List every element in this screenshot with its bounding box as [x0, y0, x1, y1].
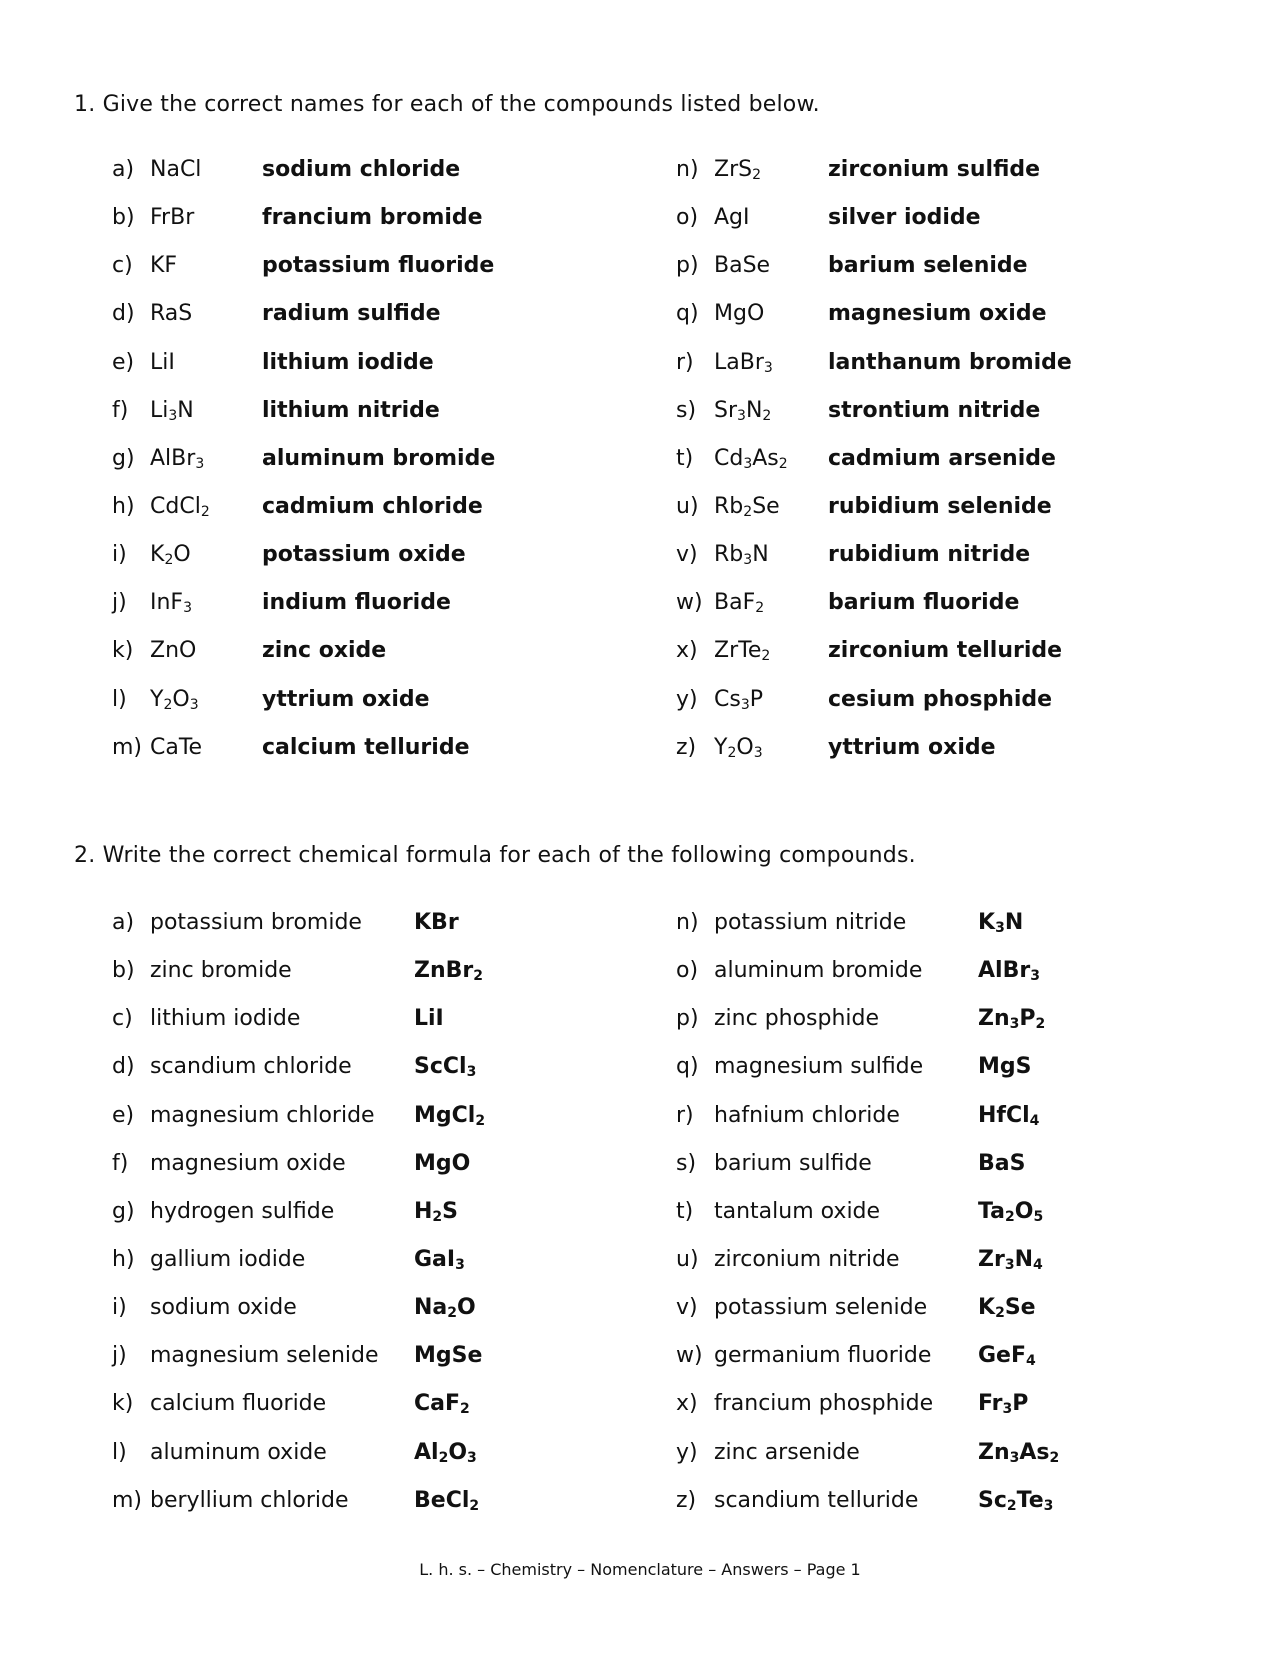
compound-formula: LaBr$_3$ [714, 349, 773, 376]
question-item [112, 1151, 712, 1199]
answer-text: indium fluoride [262, 590, 451, 616]
question-1-left-column [112, 157, 712, 783]
answer-text: barium selenide [828, 253, 1028, 279]
answer-text: HfCl$_4$ [978, 1102, 1040, 1129]
compound-name: potassium bromide [150, 910, 362, 935]
question-item [676, 590, 1276, 638]
answer-text: lithium nitride [262, 397, 440, 423]
question-item [676, 157, 1276, 205]
compound-formula: $Rb_2Se$ [714, 493, 780, 520]
item-label: g) [112, 1198, 135, 1224]
question-2-right-column [676, 910, 1276, 1536]
answer-text: MgSe [414, 1343, 483, 1369]
question-item [676, 542, 1276, 590]
compound-formula: $Cd_3As_2$ [714, 445, 788, 472]
item-label: u) [676, 1246, 699, 1272]
answer-text: ZnBr$_2$ [414, 958, 483, 985]
item-label: m) [112, 734, 143, 760]
item-label: x) [676, 1391, 698, 1417]
compound-name: scandium chloride [150, 1054, 352, 1080]
compound-name: magnesium sulfide [714, 1054, 924, 1080]
compound-formula: KF [150, 253, 178, 279]
item-label: v) [676, 1295, 698, 1321]
item-label: e) [112, 349, 135, 375]
item-label: x) [676, 638, 698, 664]
compound-name: tantalum oxide [714, 1198, 881, 1224]
compound-formula: MgO [714, 301, 765, 327]
item-label: w) [676, 1343, 703, 1369]
question-item [676, 1343, 1276, 1391]
question-item [676, 638, 1276, 686]
question-item [112, 446, 712, 494]
answer-text: $H_2S$ [414, 1198, 459, 1225]
question-item [676, 1151, 1276, 1199]
answer-text: cadmium chloride [262, 493, 483, 519]
question-item [112, 253, 712, 301]
item-label: a) [112, 157, 135, 182]
compound-formula: $Rb_3N$ [714, 542, 769, 569]
item-label: s) [676, 397, 697, 423]
compound-formula: ZrTe$_2$ [714, 638, 771, 665]
question-item [112, 1247, 712, 1295]
question-item [112, 638, 712, 686]
compound-formula: BaSe [714, 253, 771, 279]
answer-text: lithium iodide [262, 349, 434, 375]
compound-formula: RaS [150, 301, 193, 327]
item-label: q) [676, 301, 699, 327]
answer-text: $Al_2O_3$ [414, 1439, 477, 1466]
answer-text: $Zn_3As_2$ [978, 1439, 1060, 1466]
question-item [676, 958, 1276, 1006]
answer-text: GaI$_3$ [414, 1246, 465, 1273]
item-label: d) [112, 301, 135, 327]
answer-text: francium bromide [262, 205, 483, 231]
item-label: s) [676, 1150, 697, 1176]
question-item [112, 590, 712, 638]
answer-text: CaF$_2$ [414, 1391, 470, 1418]
compound-name: beryllium chloride [150, 1487, 349, 1513]
answer-text: $Na_2O$ [414, 1295, 476, 1322]
item-label: h) [112, 1246, 135, 1272]
item-label: y) [676, 1439, 698, 1465]
compound-name: sodium oxide [150, 1295, 297, 1321]
item-label: c) [112, 1006, 133, 1032]
item-label: z) [676, 734, 697, 760]
compound-formula: CdCl$_2$ [150, 493, 210, 520]
question-item [676, 301, 1276, 349]
compound-formula: $Y_2O_3$ [714, 734, 763, 761]
compound-name: magnesium chloride [150, 1102, 375, 1128]
item-label: t) [676, 1198, 694, 1224]
item-label: t) [676, 445, 694, 471]
question-item [112, 1103, 712, 1151]
item-label: v) [676, 542, 698, 568]
answer-text: strontium nitride [828, 397, 1041, 423]
question-item [676, 1488, 1276, 1536]
question-item [676, 687, 1276, 735]
item-label: e) [112, 1102, 135, 1128]
compound-formula: CaTe [150, 734, 203, 760]
item-label: j) [112, 1343, 127, 1369]
answer-text: lanthanum bromide [828, 349, 1072, 375]
answer-text: $Zn_3P_2$ [978, 1006, 1046, 1033]
question-item [676, 1103, 1276, 1151]
item-label: z) [676, 1487, 697, 1513]
answer-text: MgO [414, 1150, 471, 1176]
answer-text: cesium phosphide [828, 686, 1053, 712]
question-item [112, 205, 712, 253]
answer-text: sodium chloride [262, 157, 461, 182]
question-1-right-column [676, 157, 1276, 783]
compound-name: zinc phosphide [714, 1006, 880, 1032]
answer-text: BeCl$_2$ [414, 1487, 480, 1514]
item-label: r) [676, 1102, 694, 1128]
compound-name: hafnium chloride [714, 1102, 900, 1128]
answer-text: BaS [978, 1150, 1026, 1176]
answer-text: AlBr$_3$ [978, 958, 1040, 985]
answer-text: zirconium telluride [828, 638, 1063, 664]
compound-name: francium phosphide [714, 1391, 934, 1417]
question-item [676, 398, 1276, 446]
compound-name: aluminum oxide [150, 1439, 327, 1465]
question-item [676, 1295, 1276, 1343]
compound-name: gallium iodide [150, 1246, 306, 1272]
question-item [676, 1440, 1276, 1488]
item-label: h) [112, 493, 135, 519]
answer-text: rubidium selenide [828, 493, 1052, 519]
question-item [112, 542, 712, 590]
answer-text: cadmium arsenide [828, 445, 1056, 471]
answer-text: LiI [414, 1006, 444, 1032]
answer-text: $Sc_2Te_3$ [978, 1487, 1054, 1514]
item-label: l) [112, 686, 127, 712]
answer-text: GeF$_4$ [978, 1343, 1036, 1370]
question-item [112, 1488, 712, 1536]
question-item [112, 1343, 712, 1391]
question-item [112, 1054, 712, 1102]
compound-name: germanium fluoride [714, 1343, 932, 1369]
compound-name: potassium nitride [714, 910, 907, 935]
item-label: i) [112, 542, 127, 568]
compound-name: hydrogen sulfide [150, 1198, 335, 1224]
item-label: a) [112, 910, 135, 935]
question-item [676, 1391, 1276, 1439]
item-label: u) [676, 493, 699, 519]
compound-formula: InF$_3$ [150, 590, 193, 617]
item-label: y) [676, 686, 698, 712]
compound-formula: $Y_2O_3$ [150, 686, 199, 713]
compound-name: magnesium oxide [150, 1150, 346, 1176]
question-item [112, 301, 712, 349]
compound-name: aluminum bromide [714, 958, 923, 984]
item-label: c) [112, 253, 133, 279]
question-item [676, 1006, 1276, 1054]
answer-text: rubidium nitride [828, 542, 1031, 568]
answer-text: potassium fluoride [262, 253, 495, 279]
item-label: n) [676, 157, 699, 182]
question-item [112, 494, 712, 542]
question-item [676, 1199, 1276, 1247]
item-label: q) [676, 1054, 699, 1080]
item-label: m) [112, 1487, 143, 1513]
answer-text: aluminum bromide [262, 445, 496, 471]
item-label: w) [676, 590, 703, 616]
answer-text: yttrium oxide [262, 686, 430, 712]
compound-name: magnesium selenide [150, 1343, 379, 1369]
compound-formula: $Cs_3P$ [714, 686, 764, 713]
answer-text: zinc oxide [262, 638, 387, 664]
item-label: b) [112, 205, 135, 231]
compound-formula: $K_2O$ [150, 542, 191, 569]
item-label: o) [676, 958, 699, 984]
question-item [676, 253, 1276, 301]
item-label: p) [676, 1006, 699, 1032]
answer-text: $K_2Se$ [978, 1295, 1036, 1322]
question-2-left-column [112, 910, 712, 1536]
item-label: k) [112, 1391, 134, 1417]
compound-name: potassium selenide [714, 1295, 928, 1321]
item-label: l) [112, 1439, 127, 1465]
compound-name: scandium telluride [714, 1487, 919, 1513]
answer-text: zirconium sulfide [828, 157, 1041, 182]
answer-text: barium fluoride [828, 590, 1020, 616]
question-item [112, 1295, 712, 1343]
question-item [112, 157, 712, 205]
compound-name: zinc arsenide [714, 1439, 860, 1465]
item-label: b) [112, 958, 135, 984]
item-label: k) [112, 638, 134, 664]
item-label: i) [112, 1295, 127, 1321]
compound-formula: FrBr [150, 205, 195, 231]
question-item [112, 398, 712, 446]
compound-formula: NaCl [150, 157, 202, 182]
question-item [676, 446, 1276, 494]
compound-formula: AlBr$_3$ [150, 445, 205, 472]
item-label: o) [676, 205, 699, 231]
question-item [112, 1199, 712, 1247]
compound-name: barium sulfide [714, 1150, 872, 1176]
question-item [676, 1054, 1276, 1102]
compound-formula: $Sr_3N_2$ [714, 397, 772, 424]
compound-formula: LiI [150, 349, 175, 375]
answer-text: MgS [978, 1054, 1032, 1080]
answer-text: radium sulfide [262, 301, 441, 327]
compound-name: calcium fluoride [150, 1391, 327, 1417]
question-item [676, 1247, 1276, 1295]
compound-formula: ZrS$_2$ [714, 157, 762, 183]
item-label: j) [112, 590, 127, 616]
question-1-title: 1. Give the correct names for each of the compounds listed below. [74, 92, 820, 117]
question-item [112, 1391, 712, 1439]
item-label: d) [112, 1054, 135, 1080]
answer-text: potassium oxide [262, 542, 466, 568]
page-footer: L. h. s. – Chemistry – Nomenclature – Answers – Page 1 [419, 1560, 861, 1579]
question-item [112, 735, 712, 783]
item-label: r) [676, 349, 694, 375]
question-item [112, 910, 712, 958]
item-label: p) [676, 253, 699, 279]
compound-name: zirconium nitride [714, 1246, 900, 1272]
compound-formula: BaF$_2$ [714, 590, 765, 617]
compound-formula: AgI [714, 205, 750, 231]
item-label: n) [676, 910, 699, 935]
answer-text: MgCl$_2$ [414, 1102, 486, 1129]
answer-text: magnesium oxide [828, 301, 1047, 327]
item-label: f) [112, 397, 129, 423]
question-item [676, 350, 1276, 398]
compound-formula: $Li_3N$ [150, 397, 194, 424]
answer-text: calcium telluride [262, 734, 470, 760]
question-item [676, 910, 1276, 958]
question-item [112, 1440, 712, 1488]
item-label: g) [112, 445, 135, 471]
item-label: f) [112, 1150, 129, 1176]
answer-text: yttrium oxide [828, 734, 996, 760]
compound-formula: ZnO [150, 638, 197, 664]
question-item [676, 494, 1276, 542]
answer-text: $K_3N$ [978, 910, 1024, 936]
question-item [112, 350, 712, 398]
compound-name: lithium iodide [150, 1006, 301, 1032]
answer-text: $Zr_3N_4$ [978, 1246, 1043, 1273]
question-item [112, 687, 712, 735]
answer-text: silver iodide [828, 205, 981, 231]
answer-text: ScCl$_3$ [414, 1054, 477, 1081]
answer-text: $Fr_3P$ [978, 1391, 1029, 1418]
question-2-title: 2. Write the correct chemical formula for each of the following compounds. [74, 843, 916, 868]
question-item [676, 735, 1276, 783]
question-item [676, 205, 1276, 253]
question-item [112, 958, 712, 1006]
answer-text: $Ta_2O_5$ [978, 1198, 1044, 1225]
compound-name: zinc bromide [150, 958, 292, 984]
question-item [112, 1006, 712, 1054]
answer-text: KBr [414, 910, 459, 935]
